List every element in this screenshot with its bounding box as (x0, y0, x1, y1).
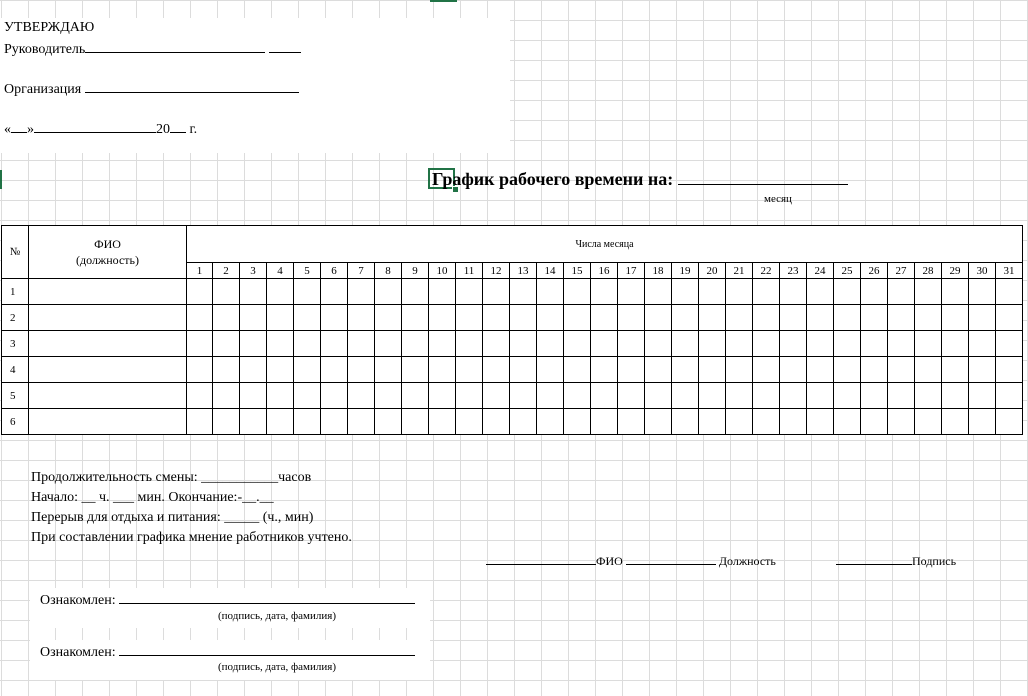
day-header-cell: 29 (942, 263, 969, 279)
day-cell[interactable] (834, 357, 861, 383)
col-fio-header (29, 226, 187, 279)
table-row (2, 357, 1023, 383)
day-cell[interactable] (321, 279, 348, 305)
note-shift: Продолжительность смены: ___________часов (31, 470, 312, 485)
day-cell[interactable] (672, 357, 699, 383)
ack-line-1 (40, 591, 415, 609)
day-cell[interactable] (483, 279, 510, 305)
day-header-cell: 16 (591, 263, 618, 279)
day-cell[interactable] (780, 409, 807, 435)
day-header-cell: 26 (861, 263, 888, 279)
day-cell[interactable] (348, 357, 375, 383)
day-cell[interactable] (375, 279, 402, 305)
day-cell[interactable] (537, 305, 564, 331)
day-cell[interactable] (294, 279, 321, 305)
day-cell[interactable] (267, 409, 294, 435)
day-cell[interactable] (699, 409, 726, 435)
day-cell[interactable] (564, 383, 591, 409)
day-header-cell: 7 (348, 263, 375, 279)
day-cell[interactable] (861, 357, 888, 383)
day-cell[interactable] (699, 357, 726, 383)
day-cell[interactable] (996, 279, 1023, 305)
day-cell[interactable] (591, 357, 618, 383)
day-cell[interactable] (537, 331, 564, 357)
day-cell[interactable] (187, 357, 213, 383)
employee-cell[interactable] (29, 383, 187, 409)
day-header-cell: 4 (267, 263, 294, 279)
day-cell[interactable] (726, 305, 753, 331)
row-number: 3 (2, 331, 29, 357)
day-cell[interactable] (213, 383, 240, 409)
month-caption: месяц (764, 193, 792, 205)
day-cell[interactable] (321, 357, 348, 383)
day-cell[interactable] (753, 357, 780, 383)
day-cell[interactable] (213, 357, 240, 383)
day-cell[interactable] (510, 383, 537, 409)
date-year: 20 (156, 122, 170, 137)
day-cell[interactable] (753, 383, 780, 409)
day-cell[interactable] (213, 331, 240, 357)
day-cell[interactable] (969, 331, 996, 357)
day-cell[interactable] (456, 279, 483, 305)
day-cell[interactable] (618, 383, 645, 409)
date-quote-open: « (4, 122, 11, 137)
day-cell[interactable] (996, 305, 1023, 331)
day-header-cell: 13 (510, 263, 537, 279)
day-cell[interactable] (187, 409, 213, 435)
day-cell[interactable] (834, 279, 861, 305)
day-cell[interactable] (375, 383, 402, 409)
day-cell[interactable] (780, 305, 807, 331)
signature-fio-field[interactable] (626, 552, 716, 565)
table-row (2, 305, 1023, 331)
day-cell[interactable] (834, 409, 861, 435)
day-cell[interactable] (429, 357, 456, 383)
day-header-cell: 28 (915, 263, 942, 279)
day-cell[interactable] (429, 305, 456, 331)
employee-cell[interactable] (29, 305, 187, 331)
ack-caption-1: (подпись, дата, фамилия) (218, 610, 336, 622)
day-cell[interactable] (915, 357, 942, 383)
day-cell[interactable] (672, 279, 699, 305)
month-field[interactable] (678, 170, 848, 185)
day-cell[interactable] (726, 357, 753, 383)
day-cell[interactable] (187, 331, 213, 357)
day-header-cell: 1 (187, 263, 213, 279)
note-start: Начало: __ ч. ___ мин. Окончание:-__.__ (31, 490, 274, 505)
day-cell[interactable] (429, 279, 456, 305)
day-cell[interactable] (996, 331, 1023, 357)
day-cell[interactable] (402, 357, 429, 383)
day-header-cell: 20 (699, 263, 726, 279)
day-cell[interactable] (969, 357, 996, 383)
day-cell[interactable] (348, 305, 375, 331)
day-cell[interactable] (402, 409, 429, 435)
day-cell[interactable] (564, 305, 591, 331)
employee-cell[interactable] (29, 409, 187, 435)
day-header-cell: 18 (645, 263, 672, 279)
day-cell[interactable] (861, 305, 888, 331)
signature-sign-field[interactable] (836, 552, 912, 565)
day-cell[interactable] (672, 383, 699, 409)
day-cell[interactable] (321, 305, 348, 331)
day-header-cell: 25 (834, 263, 861, 279)
day-cell[interactable] (888, 279, 915, 305)
note-agreed: При составлении графика мнение работников учтено. (31, 530, 352, 545)
day-cell[interactable] (753, 279, 780, 305)
day-cell[interactable] (321, 383, 348, 409)
day-cell[interactable] (672, 409, 699, 435)
signature-sign-line (836, 552, 956, 569)
row-number: 1 (2, 279, 29, 305)
date-day-field[interactable] (11, 120, 27, 133)
day-header-cell: 23 (780, 263, 807, 279)
day-cell[interactable] (402, 279, 429, 305)
day-cell[interactable] (645, 383, 672, 409)
day-cell[interactable] (456, 409, 483, 435)
day-cell[interactable] (996, 409, 1023, 435)
day-cell[interactable] (240, 279, 267, 305)
signature-blank[interactable] (486, 552, 596, 565)
employee-cell[interactable] (29, 331, 187, 357)
day-cell[interactable] (888, 409, 915, 435)
day-cell[interactable] (699, 305, 726, 331)
day-header-cell: 21 (726, 263, 753, 279)
day-cell[interactable] (240, 331, 267, 357)
col-fio-label: ФИО (94, 237, 121, 251)
day-cell[interactable] (483, 357, 510, 383)
day-cell[interactable] (456, 331, 483, 357)
day-cell[interactable] (699, 279, 726, 305)
head-name-field[interactable] (85, 40, 265, 53)
day-cell[interactable] (807, 305, 834, 331)
day-cell[interactable] (429, 383, 456, 409)
day-cell[interactable] (645, 279, 672, 305)
day-cell[interactable] (483, 383, 510, 409)
day-header-cell: 15 (564, 263, 591, 279)
signature-fio-label: ФИО (596, 554, 623, 568)
day-cell[interactable] (618, 331, 645, 357)
date-year-field[interactable] (170, 120, 186, 133)
note-break: Перерыв для отдыха и питания: _____ (ч., мин) (31, 510, 314, 525)
head-label: Руководитель (4, 42, 86, 57)
day-cell[interactable] (726, 383, 753, 409)
day-cell[interactable] (240, 409, 267, 435)
day-cell[interactable] (726, 331, 753, 357)
schedule-title: График рабочего времени на: (432, 169, 674, 189)
row-number: 6 (2, 409, 29, 435)
signature-position-label: Должность (718, 554, 776, 568)
day-cell[interactable] (942, 409, 969, 435)
day-cell[interactable] (429, 409, 456, 435)
row-number: 2 (2, 305, 29, 331)
day-cell[interactable] (618, 409, 645, 435)
day-cell[interactable] (456, 383, 483, 409)
day-cell[interactable] (348, 383, 375, 409)
day-header-cell: 8 (375, 263, 402, 279)
day-cell[interactable] (591, 279, 618, 305)
date-quote-close: » (27, 122, 34, 137)
day-cell[interactable] (915, 331, 942, 357)
day-header-cell: 9 (402, 263, 429, 279)
day-cell[interactable] (375, 357, 402, 383)
day-cell[interactable] (483, 305, 510, 331)
org-line (4, 80, 299, 98)
ack-label-2: Ознакомлен: (40, 645, 116, 660)
day-cell[interactable] (942, 383, 969, 409)
day-cell[interactable] (807, 409, 834, 435)
day-cell[interactable] (861, 331, 888, 357)
date-suffix: г. (189, 122, 198, 137)
day-cell[interactable] (402, 331, 429, 357)
day-cell[interactable] (267, 357, 294, 383)
day-cell[interactable] (834, 331, 861, 357)
day-cell[interactable] (969, 305, 996, 331)
day-cell[interactable] (645, 357, 672, 383)
day-header-cell: 11 (456, 263, 483, 279)
day-cell[interactable] (915, 279, 942, 305)
day-cell[interactable] (564, 357, 591, 383)
ack-caption-2: (подпись, дата, фамилия) (218, 661, 336, 673)
day-cell[interactable] (402, 305, 429, 331)
day-cell[interactable] (294, 383, 321, 409)
day-cell[interactable] (942, 357, 969, 383)
day-cell[interactable] (807, 383, 834, 409)
day-cell[interactable] (942, 305, 969, 331)
day-cell[interactable] (267, 383, 294, 409)
day-cell[interactable] (672, 331, 699, 357)
day-cell[interactable] (780, 279, 807, 305)
day-cell[interactable] (537, 383, 564, 409)
day-cell[interactable] (348, 279, 375, 305)
signature-line (486, 552, 776, 569)
table-row (2, 331, 1023, 357)
day-header-cell: 5 (294, 263, 321, 279)
signature-sign-label: Подпись (912, 554, 957, 568)
ack-field-1[interactable] (119, 591, 415, 604)
day-cell[interactable] (321, 409, 348, 435)
day-header-cell: 14 (537, 263, 564, 279)
day-cell[interactable] (564, 279, 591, 305)
day-cell[interactable] (915, 383, 942, 409)
day-cell[interactable] (672, 305, 699, 331)
day-cell[interactable] (591, 409, 618, 435)
day-cell[interactable] (915, 305, 942, 331)
day-cell[interactable] (996, 383, 1023, 409)
day-cell[interactable] (375, 305, 402, 331)
day-cell[interactable] (510, 331, 537, 357)
day-cell[interactable] (942, 331, 969, 357)
day-cell[interactable] (240, 305, 267, 331)
head-sign-field[interactable] (269, 40, 301, 53)
day-cell[interactable] (861, 279, 888, 305)
day-cell[interactable] (726, 279, 753, 305)
day-cell[interactable] (213, 279, 240, 305)
day-cell[interactable] (618, 305, 645, 331)
day-header-cell: 31 (996, 263, 1023, 279)
date-month-field[interactable] (34, 120, 156, 133)
day-cell[interactable] (861, 409, 888, 435)
head-line (4, 40, 301, 58)
day-header-cell: 2 (213, 263, 240, 279)
day-cell[interactable] (753, 305, 780, 331)
day-header-cell: 19 (672, 263, 699, 279)
day-cell[interactable] (187, 305, 213, 331)
day-cell[interactable] (780, 357, 807, 383)
day-cell[interactable] (187, 279, 213, 305)
day-cell[interactable] (564, 409, 591, 435)
day-cell[interactable] (645, 305, 672, 331)
day-cell[interactable] (456, 305, 483, 331)
day-cell[interactable] (537, 357, 564, 383)
day-cell[interactable] (888, 331, 915, 357)
day-header-cell: 27 (888, 263, 915, 279)
day-cell[interactable] (807, 357, 834, 383)
day-cell[interactable] (321, 331, 348, 357)
org-label: Организация (4, 82, 82, 97)
day-cell[interactable] (726, 409, 753, 435)
day-header-cell: 6 (321, 263, 348, 279)
employee-cell[interactable] (29, 279, 187, 305)
approval-title: УТВЕРЖДАЮ (4, 20, 95, 35)
approval-date (4, 120, 197, 138)
schedule-title-line (432, 169, 848, 190)
ack-label-1: Ознакомлен: (40, 593, 116, 608)
day-cell[interactable] (294, 305, 321, 331)
day-cell[interactable] (618, 279, 645, 305)
day-cell[interactable] (591, 305, 618, 331)
day-cell[interactable] (294, 357, 321, 383)
days-caption: Числа месяца (187, 226, 1023, 263)
ack-field-2[interactable] (119, 643, 415, 656)
day-cell[interactable] (888, 383, 915, 409)
day-cell[interactable] (645, 409, 672, 435)
day-cell[interactable] (240, 383, 267, 409)
day-cell[interactable] (483, 409, 510, 435)
table-row (2, 409, 1023, 435)
row-indicator (0, 170, 2, 189)
day-header-cell: 22 (753, 263, 780, 279)
day-cell[interactable] (348, 331, 375, 357)
day-cell[interactable] (834, 383, 861, 409)
day-cell[interactable] (591, 331, 618, 357)
day-header-cell: 24 (807, 263, 834, 279)
table-row (2, 383, 1023, 409)
day-cell[interactable] (456, 357, 483, 383)
org-field[interactable] (85, 80, 299, 93)
employee-cell[interactable] (29, 357, 187, 383)
day-cell[interactable] (861, 383, 888, 409)
day-cell[interactable] (645, 331, 672, 357)
day-cell[interactable] (915, 409, 942, 435)
day-cell[interactable] (348, 409, 375, 435)
day-header-cell: 3 (240, 263, 267, 279)
day-cell[interactable] (753, 331, 780, 357)
day-cell[interactable] (294, 409, 321, 435)
row-number: 5 (2, 383, 29, 409)
day-cell[interactable] (807, 331, 834, 357)
day-cell[interactable] (213, 305, 240, 331)
day-cell[interactable] (537, 279, 564, 305)
day-cell[interactable] (267, 279, 294, 305)
column-indicator (430, 0, 457, 2)
schedule-table (1, 225, 1023, 435)
day-cell[interactable] (888, 305, 915, 331)
day-header-cell: 10 (429, 263, 456, 279)
day-header-cell: 17 (618, 263, 645, 279)
day-cell[interactable] (402, 383, 429, 409)
table-row (2, 279, 1023, 305)
day-cell[interactable] (510, 305, 537, 331)
col-fio-sub: (должность) (76, 253, 139, 267)
day-cell[interactable] (618, 357, 645, 383)
day-cell[interactable] (969, 409, 996, 435)
day-cell[interactable] (375, 331, 402, 357)
day-cell[interactable] (294, 331, 321, 357)
day-cell[interactable] (375, 409, 402, 435)
day-cell[interactable] (483, 331, 510, 357)
day-cell[interactable] (807, 279, 834, 305)
day-cell[interactable] (942, 279, 969, 305)
day-cell[interactable] (969, 383, 996, 409)
day-header-cell: 30 (969, 263, 996, 279)
day-cell[interactable] (780, 331, 807, 357)
day-cell[interactable] (510, 357, 537, 383)
ack-line-2 (40, 643, 415, 661)
day-cell[interactable] (753, 409, 780, 435)
day-cell[interactable] (510, 409, 537, 435)
day-cell[interactable] (996, 357, 1023, 383)
day-cell[interactable] (187, 383, 213, 409)
day-cell[interactable] (699, 331, 726, 357)
day-cell[interactable] (537, 409, 564, 435)
day-cell[interactable] (591, 383, 618, 409)
day-cell[interactable] (699, 383, 726, 409)
day-cell[interactable] (888, 357, 915, 383)
day-cell[interactable] (834, 305, 861, 331)
col-num-header: № (2, 226, 29, 279)
row-number: 4 (2, 357, 29, 383)
day-cell[interactable] (780, 383, 807, 409)
day-cell[interactable] (240, 357, 267, 383)
day-cell[interactable] (267, 305, 294, 331)
day-cell[interactable] (510, 279, 537, 305)
day-cell[interactable] (564, 331, 591, 357)
day-header-cell: 12 (483, 263, 510, 279)
day-cell[interactable] (213, 409, 240, 435)
day-cell[interactable] (267, 331, 294, 357)
day-cell[interactable] (969, 279, 996, 305)
day-cell[interactable] (429, 331, 456, 357)
